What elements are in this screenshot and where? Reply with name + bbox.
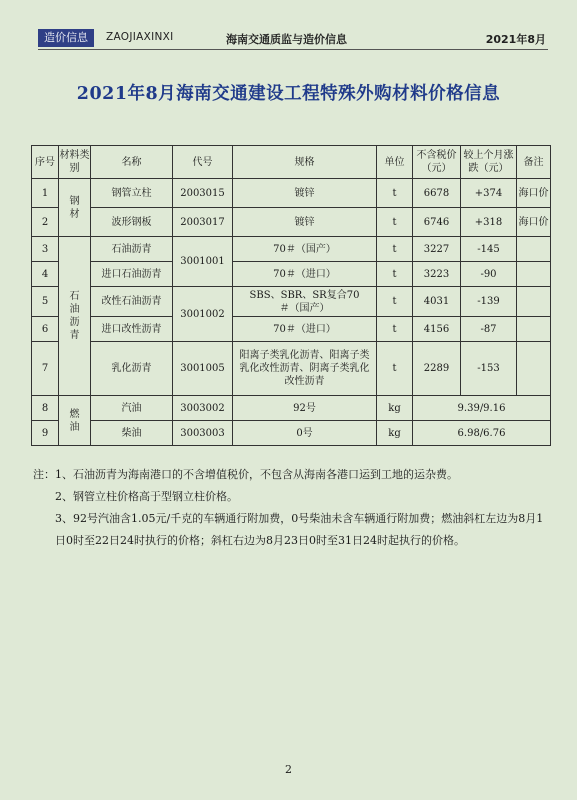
cell-spec: 0号 [233,421,377,446]
cell-remark [517,237,551,262]
section-pinyin: ZAOJIAXINXI [106,31,174,43]
table-row [32,208,551,237]
cell-change: -145 [461,237,517,262]
cell-code: 3001002 [173,287,233,342]
cell-unit: kg [377,421,413,446]
table-row [32,237,551,262]
cell-unit: kg [377,396,413,421]
running-header [38,29,548,50]
cell-code: 3003002 [173,396,233,421]
table-header-row [32,146,551,179]
cell-remark: 海口价 [517,179,551,208]
cell-name: 进口改性沥青 [91,317,173,342]
col-header-code: 代号 [173,146,233,179]
cell-change: -153 [461,342,517,396]
cell-remark [517,342,551,396]
note-1: 注：1、石油沥青为海南港口的不含增值税价，不包含从海南各港口运到工地的运杂费。 [33,468,458,481]
note-2: 2、钢管立柱价格高于型钢立柱价格。 [55,490,238,503]
col-header-remark: 备注 [517,146,551,179]
table-row [32,421,551,446]
table-row [32,262,551,287]
cell-price: 6746 [413,208,461,237]
cell-code: 3003003 [173,421,233,446]
cell-unit: t [377,208,413,237]
cell-seq: 2 [32,208,59,237]
cell-seq: 7 [32,342,59,396]
category-asphalt: 石油沥青 [59,237,91,396]
cell-price: 3223 [413,262,461,287]
table-row [32,396,551,421]
cell-name: 波形钢板 [91,208,173,237]
cell-price-fuel: 9.39/9.16 [413,396,551,421]
cell-change: -90 [461,262,517,287]
col-header-category: 材料类别 [59,146,91,179]
cell-code: 3001001 [173,237,233,287]
cell-spec: 70＃（国产） [233,237,377,262]
page-title: 2021年8月海南交通建设工程特殊外购材料价格信息 [76,84,501,104]
cell-name: 柴油 [91,421,173,446]
col-header-price: 不含税价（元） [413,146,461,179]
section-tag: 造价信息 [38,29,94,47]
table-row [32,179,551,208]
cell-name: 进口石油沥青 [91,262,173,287]
cell-price: 4156 [413,317,461,342]
cell-change: -139 [461,287,517,317]
cell-name: 改性石油沥青 [91,287,173,317]
cell-change: +318 [461,208,517,237]
cell-name: 石油沥青 [91,237,173,262]
price-table [31,145,551,446]
col-header-seq: 序号 [32,146,59,179]
cell-unit: t [377,262,413,287]
cell-code: 2003015 [173,179,233,208]
cell-code: 3001005 [173,342,233,396]
cell-name: 乳化沥青 [91,342,173,396]
cell-remark [517,287,551,317]
category-fuel: 燃油 [59,396,91,446]
publication-name: 海南交通质监与造价信息 [226,33,347,46]
col-header-spec: 规格 [233,146,377,179]
cell-unit: t [377,179,413,208]
cell-spec: 阳离子类乳化沥青、阳离子类乳化改性沥青、阴离子类乳化改性沥青 [233,342,377,396]
col-header-unit: 单位 [377,146,413,179]
cell-change: +374 [461,179,517,208]
category-steel: 钢材 [59,179,91,237]
cell-name: 钢管立柱 [91,179,173,208]
cell-spec: 92号 [233,396,377,421]
cell-spec: 镀锌 [233,208,377,237]
cell-seq: 5 [32,287,59,317]
cell-seq: 6 [32,317,59,342]
cell-remark: 海口价 [517,208,551,237]
cell-code: 2003017 [173,208,233,237]
cell-price: 4031 [413,287,461,317]
cell-price-fuel: 6.98/6.76 [413,421,551,446]
cell-remark [517,317,551,342]
cell-spec: 70＃（进口） [233,262,377,287]
cell-spec: SBS、SBR、SR复合70＃（国产） [233,287,377,317]
cell-name: 汽油 [91,396,173,421]
issue-date: 2021年8月 [485,33,546,46]
cell-unit: t [377,317,413,342]
cell-seq: 4 [32,262,59,287]
table-row [32,317,551,342]
col-header-change: 较上个月涨跌（元） [461,146,517,179]
page-number: 2 [285,763,292,776]
table-row [32,342,551,396]
cell-unit: t [377,237,413,262]
cell-seq: 3 [32,237,59,262]
cell-price: 6678 [413,179,461,208]
cell-seq: 8 [32,396,59,421]
cell-seq: 9 [32,421,59,446]
cell-price: 2289 [413,342,461,396]
notes [33,464,548,552]
cell-change: -87 [461,317,517,342]
cell-spec: 70＃（进口） [233,317,377,342]
cell-price: 3227 [413,237,461,262]
table-row [32,287,551,317]
cell-seq: 1 [32,179,59,208]
cell-spec: 镀锌 [233,179,377,208]
col-header-name: 名称 [91,146,173,179]
cell-unit: t [377,342,413,396]
note-3: 3、92号汽油含1.05元/千克的车辆通行附加费，0号柴油未含车辆通行附加费；燃油斜杠左边为8月1日0时至22日24时执行的价格；斜杠右边为8月23日0时至31日24时起执行的价格。 [55,512,544,547]
cell-remark [517,262,551,287]
cell-unit: t [377,287,413,317]
